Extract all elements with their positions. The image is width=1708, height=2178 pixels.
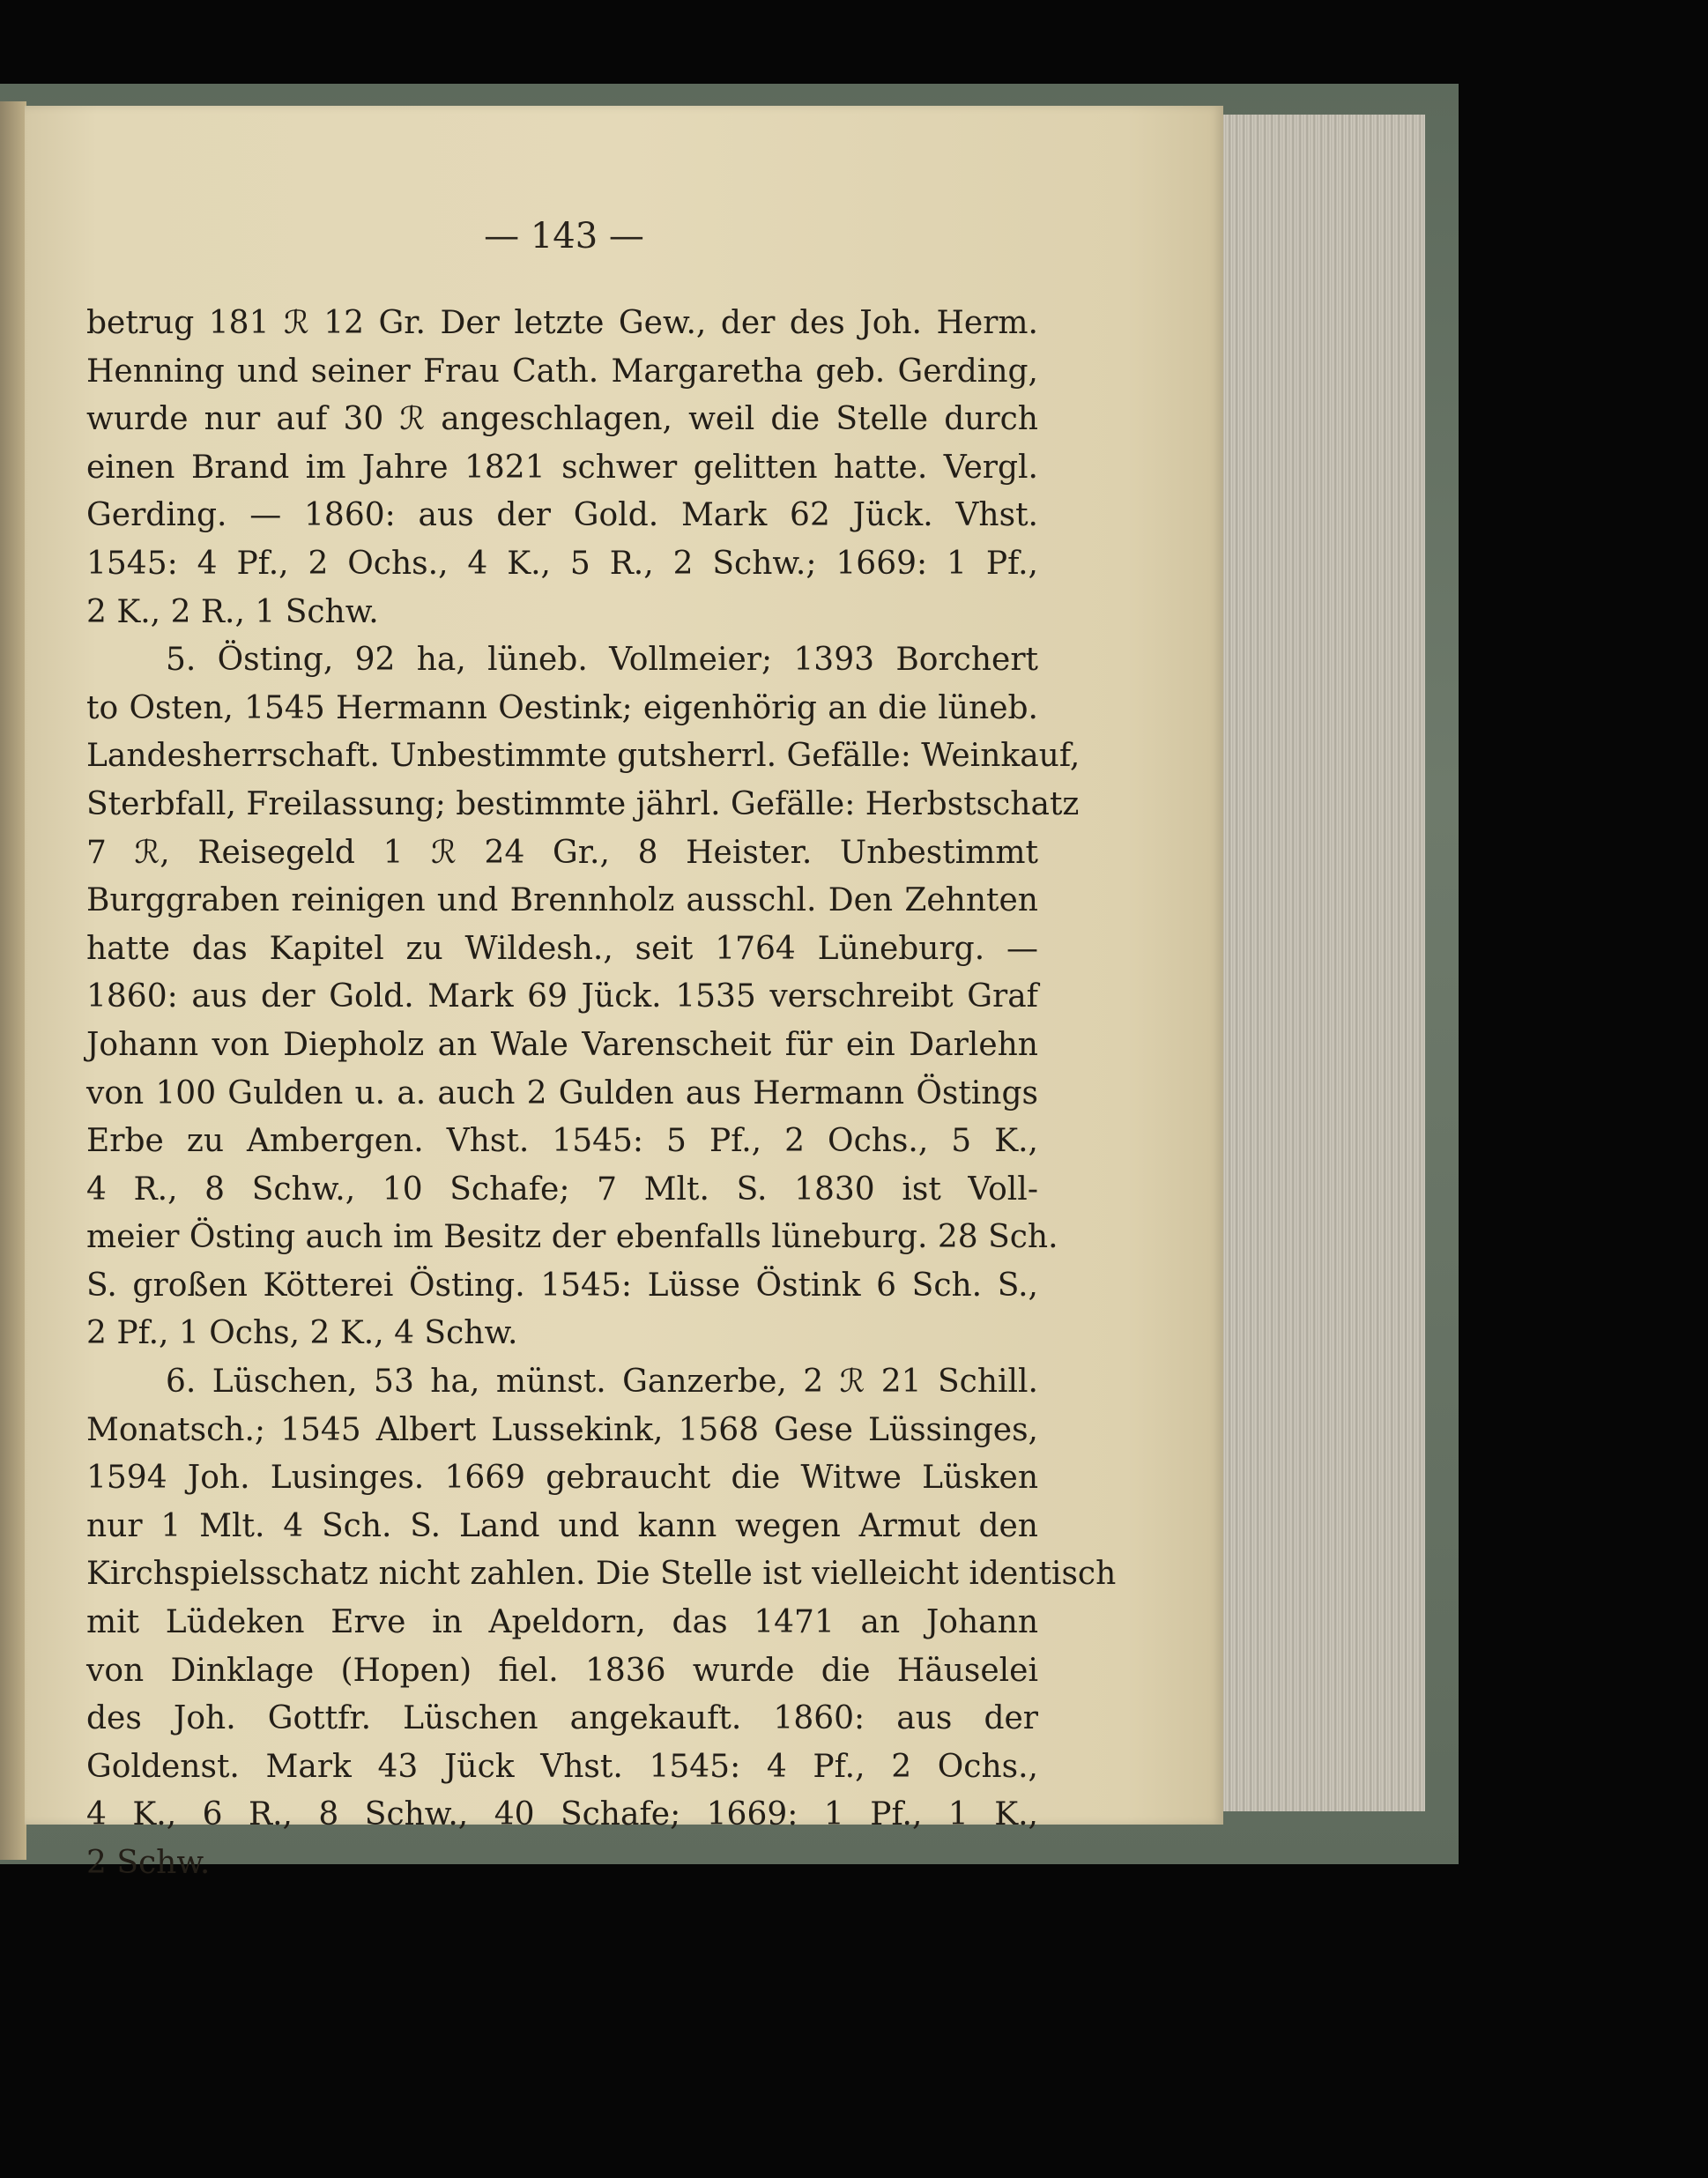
text-line: Landesherrschaft. Unbestimmte gutsherrl. Gefälle: Weinkauf, xyxy=(86,738,1080,775)
text-line: mit Lüdeken Erve in Apeldorn, das 1471 an Johann xyxy=(86,1604,1038,1641)
text-line: S. großen Kötterei Östing. 1545: Lüsse Östink 6 Sch. S., xyxy=(86,1267,1038,1304)
text-line: des Joh. Gottfr. Lüschen angekauft. 1860: aus der xyxy=(86,1700,1038,1737)
text-line: Erbe zu Ambergen. Vhst. 1545: 5 Pf., 2 Ochs., 5 K., xyxy=(86,1123,1038,1160)
text-line: 1594 Joh. Lusinges. 1669 gebraucht die Witwe Lüsken xyxy=(86,1460,1038,1497)
body-text xyxy=(86,300,1117,1888)
text-line: einen Brand im Jahre 1821 schwer gelitten hatte. Vergl. xyxy=(86,449,1038,486)
text-line: 1860: aus der Gold. Mark 69 Jück. 1535 verschreibt Graf xyxy=(86,978,1038,1015)
text-line: Goldenst. Mark 43 Jück Vhst. 1545: 4 Pf., 2 Ochs., xyxy=(86,1748,1038,1785)
text-line: wurde nur auf 30 ℛ angeschlagen, weil die Stelle durch xyxy=(86,401,1038,438)
paragraph-start-line: 5. Östing, 92 ha, lüneb. Vollmeier; 1393 Borchert xyxy=(166,642,1038,679)
text-line: von 100 Gulden u. a. auch 2 Gulden aus Hermann Östings xyxy=(86,1074,1038,1111)
text-line: betrug 181 ℛ 12 Gr. Der letzte Gew., der des Joh. Herm. xyxy=(86,305,1038,341)
text-line: Kirchspielsschatz nicht zahlen. Die Stelle ist vielleicht identisch xyxy=(86,1556,1117,1593)
text-line: Henning und seiner Frau Cath. Margaretha geb. Gerding, xyxy=(86,353,1038,390)
text-line: Monatsch.; 1545 Albert Lussekink, 1568 Gese Lüssinges, xyxy=(86,1411,1038,1448)
text-line: nur 1 Mlt. 4 Sch. S. Land und kann wegen Armut den xyxy=(86,1507,1038,1544)
text-line: 2 Schw. xyxy=(86,1845,211,1881)
page-number: — 143 — xyxy=(484,216,644,256)
facing-page-edge xyxy=(0,101,26,1860)
text-line: Johann von Diepholz an Wale Varenscheit für ein Darlehn xyxy=(86,1026,1038,1063)
text-line: von Dinklage (Hopen) fiel. 1836 wurde die Häuselei xyxy=(86,1652,1038,1689)
text-line: Burggraben reinigen und Brennholz ausschl. Den Zehnten xyxy=(86,882,1038,919)
text-line: Gerding. — 1860: aus der Gold. Mark 62 Jück. Vhst. xyxy=(86,497,1038,534)
text-line: 4 R., 8 Schw., 10 Schafe; 7 Mlt. S. 1830 ist Voll- xyxy=(86,1171,1038,1208)
text-line: 2 Pf., 1 Ochs, 2 K., 4 Schw. xyxy=(86,1315,518,1352)
text-line: 2 K., 2 R., 1 Schw. xyxy=(86,593,379,630)
text-line: to Osten, 1545 Hermann Oestink; eigenhörig an die lüneb. xyxy=(86,689,1038,726)
page-stack-edge xyxy=(1218,115,1425,1811)
text-line: 7 ℛ, Reisegeld 1 ℛ 24 Gr., 8 Heister. Unbestimmt xyxy=(86,834,1038,871)
text-line: hatte das Kapitel zu Wildesh., seit 1764 Lüneburg. — xyxy=(86,930,1038,967)
text-line: Sterbfall, Freilassung; bestimmte jährl. Gefälle: Herbstschatz xyxy=(86,785,1080,822)
paragraph-start-line: 6. Lüschen, 53 ha, münst. Ganzerbe, 2 ℛ 21 Schill. xyxy=(166,1364,1038,1401)
text-line: meier Östing auch im Besitz der ebenfalls lüneburg. 28 Sch. xyxy=(86,1219,1058,1256)
text-line: 4 K., 6 R., 8 Schw., 40 Schafe; 1669: 1 Pf., 1 K., xyxy=(86,1796,1038,1833)
text-line: 1545: 4 Pf., 2 Ochs., 4 K., 5 R., 2 Schw.; 1669: 1 Pf., xyxy=(86,545,1038,582)
